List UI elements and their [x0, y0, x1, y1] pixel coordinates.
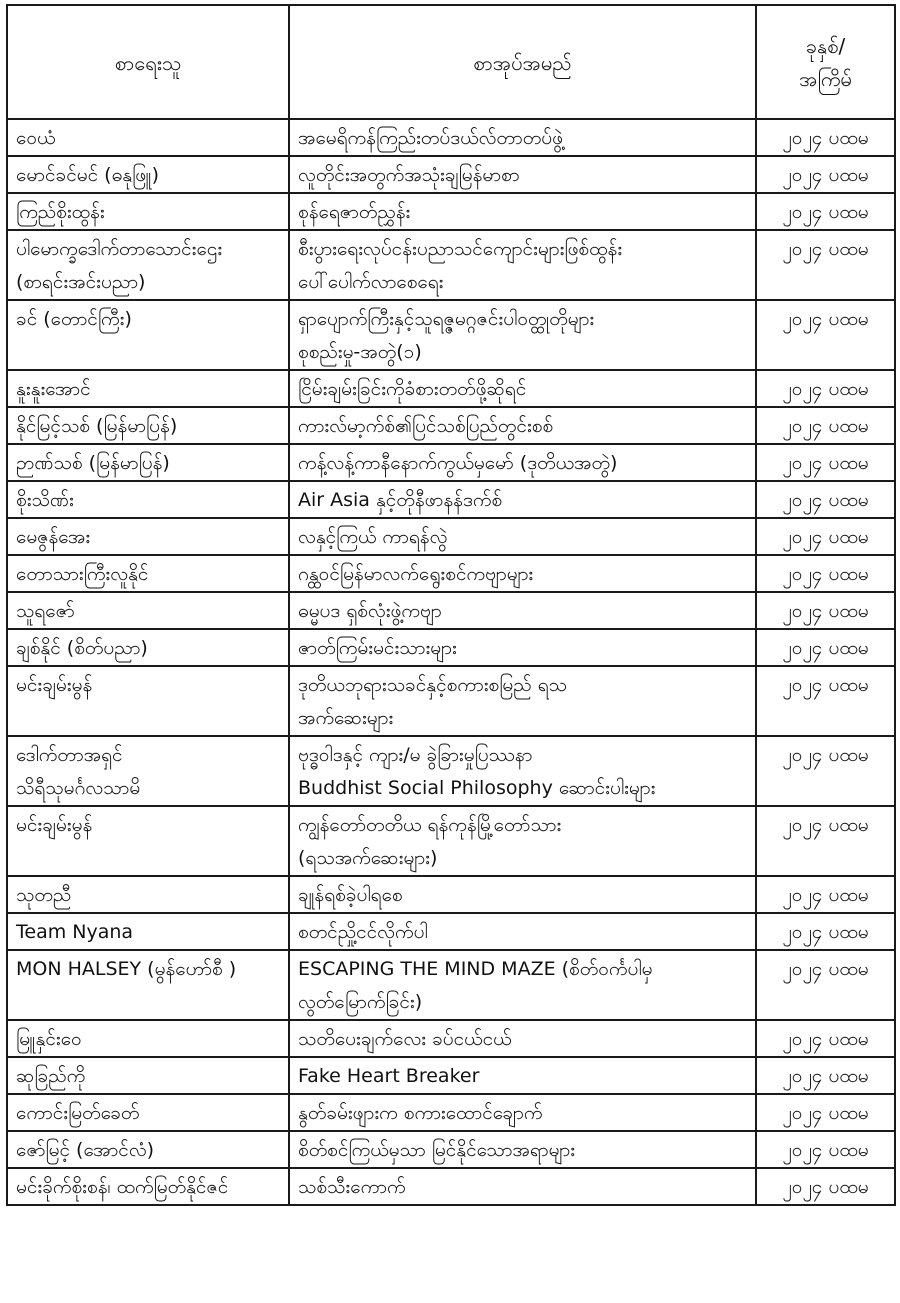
title-cell-line: လူတိုင်းအတွက်အသုံးချမြန်မာစာ	[298, 164, 520, 186]
year-edition-cell: ၂၀၂၄ ပထမ	[756, 1094, 895, 1131]
title-cell	[289, 193, 756, 230]
table-row	[7, 736, 895, 806]
author-cell-line: ကောင်းမြတ်ခေတ်	[16, 1102, 140, 1124]
table-row	[7, 666, 895, 736]
author-cell-line: ဉာဏ်သစ် (မြန်မာပြန်)	[16, 452, 170, 474]
header-year: ခုနှစ်/	[805, 34, 846, 58]
author-cell-line: MON HALSEY (မွန်ဟော်စီ )	[16, 958, 237, 980]
table-row	[7, 1131, 895, 1168]
author-cell	[7, 1094, 289, 1131]
title-cell	[289, 666, 756, 736]
author-cell	[7, 950, 289, 1020]
author-cell	[7, 1168, 289, 1205]
author-cell-line: မြူနှင်းဝေ	[16, 1028, 82, 1050]
author-cell	[7, 913, 289, 950]
author-cell	[7, 230, 289, 300]
title-cell-line: ဓမ္မပဒ ရှစ်လုံးဖွဲ့ကဗျာ	[298, 600, 442, 622]
title-cell	[289, 629, 756, 666]
table-row	[7, 407, 895, 444]
table-row	[7, 913, 895, 950]
title-cell	[289, 1168, 756, 1205]
title-cell-line: ကန့်လန့်ကာနီနောက်ကွယ်မှမော် (ဒုတိယအတွဲ)	[298, 452, 618, 474]
table-row	[7, 193, 895, 230]
title-cell	[289, 230, 756, 300]
author-cell-line: သူရဇော်	[16, 600, 75, 622]
table-row	[7, 876, 895, 913]
title-cell	[289, 876, 756, 913]
header-row	[7, 5, 895, 119]
author-cell	[7, 736, 289, 806]
year-edition-cell: ၂၀၂၄ ပထမ	[756, 555, 895, 592]
table-row	[7, 1094, 895, 1131]
author-cell-line: မောင်ခင်မင် (ဓနုဖြူ)	[16, 164, 160, 186]
table-row	[7, 119, 895, 156]
year-edition-cell: ၂၀၂၄ ပထမ	[756, 876, 895, 913]
year-edition-cell: ၂၀၂၄ ပထမ	[756, 666, 895, 736]
year-edition-cell: ၂၀၂၄ ပထမ	[756, 300, 895, 370]
title-cell-line: လွတ်မြောက်ခြင်း)	[298, 991, 423, 1013]
author-cell	[7, 1057, 289, 1094]
table-row	[7, 1168, 895, 1205]
author-cell-line: သုတညီ	[16, 884, 72, 906]
author-cell	[7, 518, 289, 555]
title-cell-line: ပေါ်ပေါက်လာစေရေး	[298, 271, 444, 293]
title-cell-line: (ရသအက်ဆေးများ)	[298, 847, 438, 869]
author-cell	[7, 592, 289, 629]
header-author: စာရေးသူ	[7, 5, 289, 119]
title-cell-line: ဂန္ထဝင်မြန်မာလက်ရွေးစင်ကဗျာများ	[298, 563, 534, 585]
title-cell	[289, 481, 756, 518]
title-cell-line: စီးပွားရေးလုပ်ငန်းပညာသင်ကျောင်းများဖြစ်ထွန်း	[298, 238, 623, 260]
author-cell-line: ဝေယံ	[16, 127, 56, 149]
table-row	[7, 592, 895, 629]
author-cell-line: မင်းချမ်းမွန်	[16, 814, 93, 836]
title-cell-line: ဇာတ်ကြမ်းမင်းသားများ	[298, 637, 457, 659]
title-cell-line: အက်ဆေးများ	[298, 707, 394, 729]
author-cell	[7, 300, 289, 370]
author-cell-line: (စာရင်းအင်းပညာ)	[16, 271, 146, 293]
author-cell	[7, 481, 289, 518]
table-row	[7, 629, 895, 666]
author-cell-line: ကြည်စိုးထွန်း	[16, 201, 105, 223]
year-edition-cell: ၂၀၂၄ ပထမ	[756, 444, 895, 481]
table-row	[7, 481, 895, 518]
title-cell	[289, 736, 756, 806]
title-cell-line: သစ်သီးကောက်	[298, 1176, 406, 1198]
year-edition-cell: ၂၀၂၄ ပထမ	[756, 1168, 895, 1205]
title-cell-line: စိတ်စင်ကြယ်မှသာ မြင်နိုင်သောအရာများ	[298, 1139, 576, 1161]
title-cell	[289, 1020, 756, 1057]
year-edition-cell: ၂၀၂၄ ပထမ	[756, 481, 895, 518]
author-cell	[7, 876, 289, 913]
year-edition-cell: ၂၀၂၄ ပထမ	[756, 950, 895, 1020]
author-cell	[7, 193, 289, 230]
author-cell-line: နိုင်မြင့်သစ် (မြန်မာပြန်)	[16, 415, 178, 437]
author-cell-line: သိရီသုမင်္ဂလသာမိ	[16, 777, 141, 799]
author-cell-line: နူးနူးအောင်	[16, 378, 91, 400]
title-cell	[289, 592, 756, 629]
author-cell	[7, 444, 289, 481]
title-cell	[289, 555, 756, 592]
year-edition-cell: ၂၀၂၄ ပထမ	[756, 407, 895, 444]
title-cell-line: ဒုတိယဘုရားသခင်နှင့်စကားစမြည် ရသ	[298, 674, 567, 696]
author-cell	[7, 666, 289, 736]
author-cell	[7, 407, 289, 444]
author-cell-line: စိုးသိဏ်း	[16, 489, 74, 511]
title-cell-line: အမေရိကန်ကြည်းတပ်ဒယ်လ်တာတပ်ဖွဲ့	[298, 127, 563, 149]
author-cell-line: ခင် (တောင်ကြီး)	[16, 308, 132, 330]
table-row	[7, 1057, 895, 1094]
author-cell	[7, 1131, 289, 1168]
title-cell-line: ကားလ်မာ့က်စ်၏ပြင်သစ်ပြည်တွင်းစစ်	[298, 415, 554, 437]
title-cell	[289, 300, 756, 370]
title-cell-line: စုန်ရေဇာတ်ညွှန်း	[298, 201, 411, 223]
author-cell	[7, 629, 289, 666]
title-cell	[289, 444, 756, 481]
header-title: စာအုပ်အမည်	[289, 5, 756, 119]
author-cell	[7, 1020, 289, 1057]
header-edition: အကြိမ်	[799, 67, 852, 91]
title-cell	[289, 1131, 756, 1168]
author-cell-line: မင်းချမ်းမွန်	[16, 674, 93, 696]
title-cell-line: ESCAPING THE MIND MAZE (စိတ်ဝင်္ကပါမှ	[298, 958, 653, 980]
year-edition-cell: ၂၀၂၄ ပထမ	[756, 518, 895, 555]
title-cell-line: ငြိမ်းချမ်းခြင်းကိုခံစားတတ်ဖို့ဆိုရင်	[298, 378, 527, 400]
title-cell-line: စုစည်းမှု-အတွဲ(၁)	[298, 341, 422, 363]
table-row	[7, 950, 895, 1020]
author-cell-line: Team Nyana	[16, 921, 134, 943]
author-cell-line: ဇော်မြင့် (အောင်လံ)	[16, 1139, 155, 1161]
author-cell	[7, 806, 289, 876]
author-cell	[7, 119, 289, 156]
author-cell-line: ဆုခြည်ကို	[16, 1065, 86, 1087]
table-body	[7, 119, 895, 1205]
author-cell-line: ပါမောက္ခဒေါက်တာသောင်းဌေး	[16, 238, 223, 260]
title-cell-line: ချုန်ရစ်ခဲ့ပါရစေ	[298, 884, 403, 906]
author-cell-line: ချစ်နိုင် (စိတ်ပညာ)	[16, 637, 148, 659]
year-edition-cell: ၂၀၂၄ ပထမ	[756, 913, 895, 950]
table-header	[7, 5, 895, 119]
table-row	[7, 555, 895, 592]
year-edition-cell: ၂၀၂၄ ပထမ	[756, 370, 895, 407]
title-cell-line: သတိပေးချက်လေး ခပ်ငယ်ငယ်	[298, 1028, 512, 1050]
year-edition-cell: ၂၀၂၄ ပထမ	[756, 806, 895, 876]
title-cell-line: ဗုဒ္ဓဝါဒနှင့် ကျား/မ ခွဲခြားမှုပြဿနာ	[298, 744, 533, 766]
author-cell	[7, 555, 289, 592]
book-list-table	[6, 4, 896, 1206]
title-cell	[289, 156, 756, 193]
header-year-edition	[756, 5, 895, 119]
title-cell	[289, 119, 756, 156]
title-cell-line: Air Asia နှင့်တိုနီဖာနန်ဒက်စ်	[298, 489, 503, 511]
year-edition-cell: ၂၀၂၄ ပထမ	[756, 1057, 895, 1094]
table-row	[7, 806, 895, 876]
year-edition-cell: ၂၀၂၄ ပထမ	[756, 629, 895, 666]
title-cell	[289, 806, 756, 876]
table-row	[7, 230, 895, 300]
title-cell-line: လနှင့်ကြယ် ကာရန်လွဲ	[298, 526, 448, 548]
title-cell-line: စတင်ညှို့ငင်လိုက်ပါ	[298, 921, 428, 943]
author-cell	[7, 370, 289, 407]
author-cell-line: မင်းခိုက်စိုးစန်၊ ထက်မြတ်နိုင်ဇင်	[16, 1176, 229, 1198]
year-edition-cell: ၂၀၂၄ ပထမ	[756, 736, 895, 806]
table-row	[7, 518, 895, 555]
table-row	[7, 1020, 895, 1057]
table-row	[7, 370, 895, 407]
author-cell-line: ဒေါက်တာအရှင်	[16, 744, 123, 766]
title-cell	[289, 913, 756, 950]
table-row	[7, 156, 895, 193]
title-cell-line: ရှာပျောက်ကြီးနှင့်သူရဇ္ဇမဂ္ဂဇင်းပါဝတ္ထုတိုများ	[298, 308, 595, 330]
title-cell	[289, 1057, 756, 1094]
title-cell-line: နွတ်ခမ်းဖျားက စကားထောင်ချောက်	[298, 1102, 543, 1124]
title-cell-line: ကျွန်တော်တတိယ ရန်ကုန်မြို့တော်သား	[298, 814, 562, 836]
title-cell	[289, 370, 756, 407]
year-edition-cell: ၂၀၂၄ ပထမ	[756, 592, 895, 629]
title-cell	[289, 407, 756, 444]
year-edition-cell: ၂၀၂၄ ပထမ	[756, 119, 895, 156]
year-edition-cell: ၂၀၂၄ ပထမ	[756, 156, 895, 193]
table-row	[7, 300, 895, 370]
title-cell	[289, 1094, 756, 1131]
year-edition-cell: ၂၀၂၄ ပထမ	[756, 193, 895, 230]
table-row	[7, 444, 895, 481]
year-edition-cell: ၂၀၂၄ ပထမ	[756, 1131, 895, 1168]
year-edition-cell: ၂၀၂၄ ပထမ	[756, 230, 895, 300]
year-edition-cell: ၂၀၂၄ ပထမ	[756, 1020, 895, 1057]
author-cell-line: မေဇွန်အေး	[16, 526, 91, 548]
author-cell-line: တောသားကြီးလူနိုင်	[16, 563, 149, 585]
title-cell	[289, 518, 756, 555]
title-cell-line: Fake Heart Breaker	[298, 1065, 480, 1087]
title-cell	[289, 950, 756, 1020]
author-cell	[7, 156, 289, 193]
title-cell-line: Buddhist Social Philosophy ဆောင်းပါးများ	[298, 777, 656, 799]
